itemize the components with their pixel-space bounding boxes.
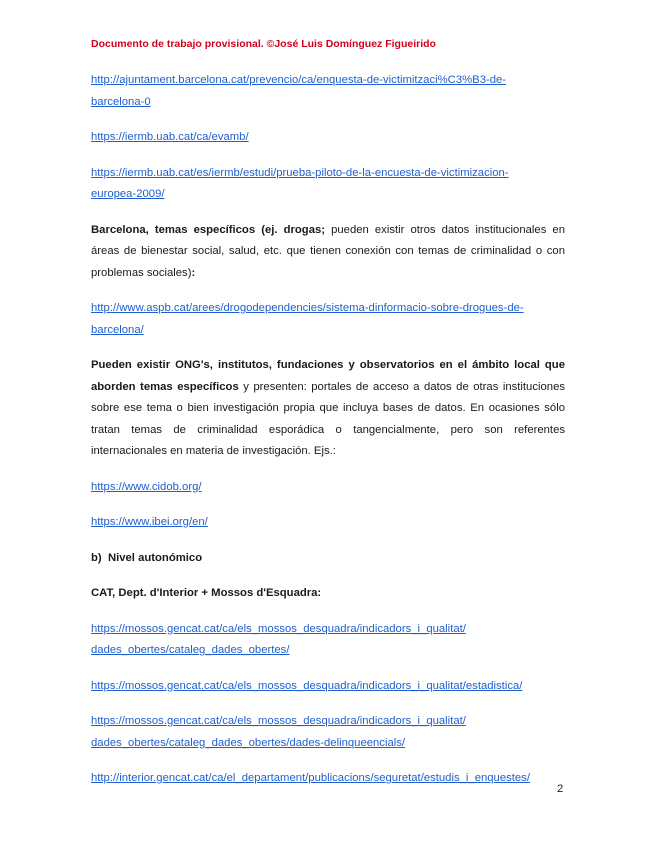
link-line: dades_obertes/cataleg_dades_obertes/ bbox=[91, 644, 290, 656]
section-heading-nivel-autonomico: b) Nivel autonómico bbox=[91, 551, 203, 564]
link-line: https://iermb.uab.cat/ca/evamb/ bbox=[91, 131, 249, 143]
paragraph-ongs bbox=[91, 355, 565, 463]
link-line: dades_obertes/cataleg_dades_obertes/dades-delinqueencials/ bbox=[91, 736, 406, 749]
link-line: http://www.aspb.cat/arees/drogodependencies/sistema-dinformacio-sobre-drogues-de- bbox=[91, 302, 524, 314]
link-ajuntament-victimitzacio[interactable] bbox=[91, 70, 565, 113]
link-cidob[interactable] bbox=[91, 477, 565, 499]
link-mossos-estadistica[interactable] bbox=[91, 676, 565, 698]
link-interior-estudis[interactable] bbox=[91, 768, 565, 790]
document-header: Documento de trabajo provisional. ©José Luis Domínguez Figueirido bbox=[91, 38, 436, 50]
link-aspb-drogues[interactable] bbox=[91, 298, 565, 341]
paragraph-text: pueden existir otros datos institucionales en áreas de bienestar social, salud, etc. que tienen conexión con temas de criminalidad o con problemas sociales) bbox=[91, 223, 565, 279]
link-iermb-evamb[interactable] bbox=[91, 127, 565, 149]
link-line: europea-2009/ bbox=[91, 188, 165, 200]
link-line: https://mossos.gencat.cat/ca/els_mossos_desquadra/indicadors_i_qualitat/ bbox=[91, 715, 466, 727]
link-line: http://ajuntament.barcelona.cat/prevencio/ca/enquesta-de-victimitzaci%C3%B3-de- bbox=[91, 74, 507, 86]
link-line: barcelona/ bbox=[91, 323, 144, 336]
page-content bbox=[91, 70, 565, 804]
paragraph-barcelona-temas bbox=[91, 220, 565, 285]
link-line: http://interior.gencat.cat/ca/el_departament/publicacions/seguretat/estudis_i_enquestes/ bbox=[91, 772, 530, 784]
link-line: https://mossos.gencat.cat/ca/els_mossos_desquadra/indicadors_i_qualitat/ bbox=[91, 622, 466, 635]
paragraph-bold-end: : bbox=[191, 266, 196, 279]
link-mossos-dades-delinquencials[interactable] bbox=[91, 711, 565, 754]
section-heading-cat-interior: CAT, Dept. d'Interior + Mossos d'Esquadra: bbox=[91, 587, 322, 599]
link-line: barcelona-0 bbox=[91, 95, 151, 108]
link-iermb-prueba-piloto[interactable] bbox=[91, 163, 565, 206]
link-ibei[interactable] bbox=[91, 512, 565, 534]
link-line: https://www.cidob.org/ bbox=[91, 480, 202, 493]
paragraph-bold-lead: Pueden existir ONG's, institutos, fundaciones y observatorios en el ámbito local que aborden temas específicos bbox=[91, 359, 565, 393]
link-line: https://iermb.uab.cat/es/iermb/estudi/prueba-piloto-de-la-encuesta-de-victimizacion- bbox=[91, 166, 509, 179]
paragraph-bold-lead: Barcelona, temas específicos (ej. drogas; bbox=[91, 223, 326, 236]
link-line: https://mossos.gencat.cat/ca/els_mossos_desquadra/indicadors_i_qualitat/estadistica/ bbox=[91, 679, 523, 692]
paragraph-text: y presenten: portales de acceso a datos de otras instituciones sobre ese tema o bien investigación propia que incluya bases de datos. En ocasiones sólo tratan temas de criminalidad esporádica o tangencialmente, pero son referentes internacionales en materia de investigación. Ejs.: bbox=[91, 380, 565, 457]
link-mossos-cataleg[interactable] bbox=[91, 619, 565, 662]
link-line: https://www.ibei.org/en/ bbox=[91, 516, 208, 528]
page-number: 2 bbox=[557, 783, 564, 795]
